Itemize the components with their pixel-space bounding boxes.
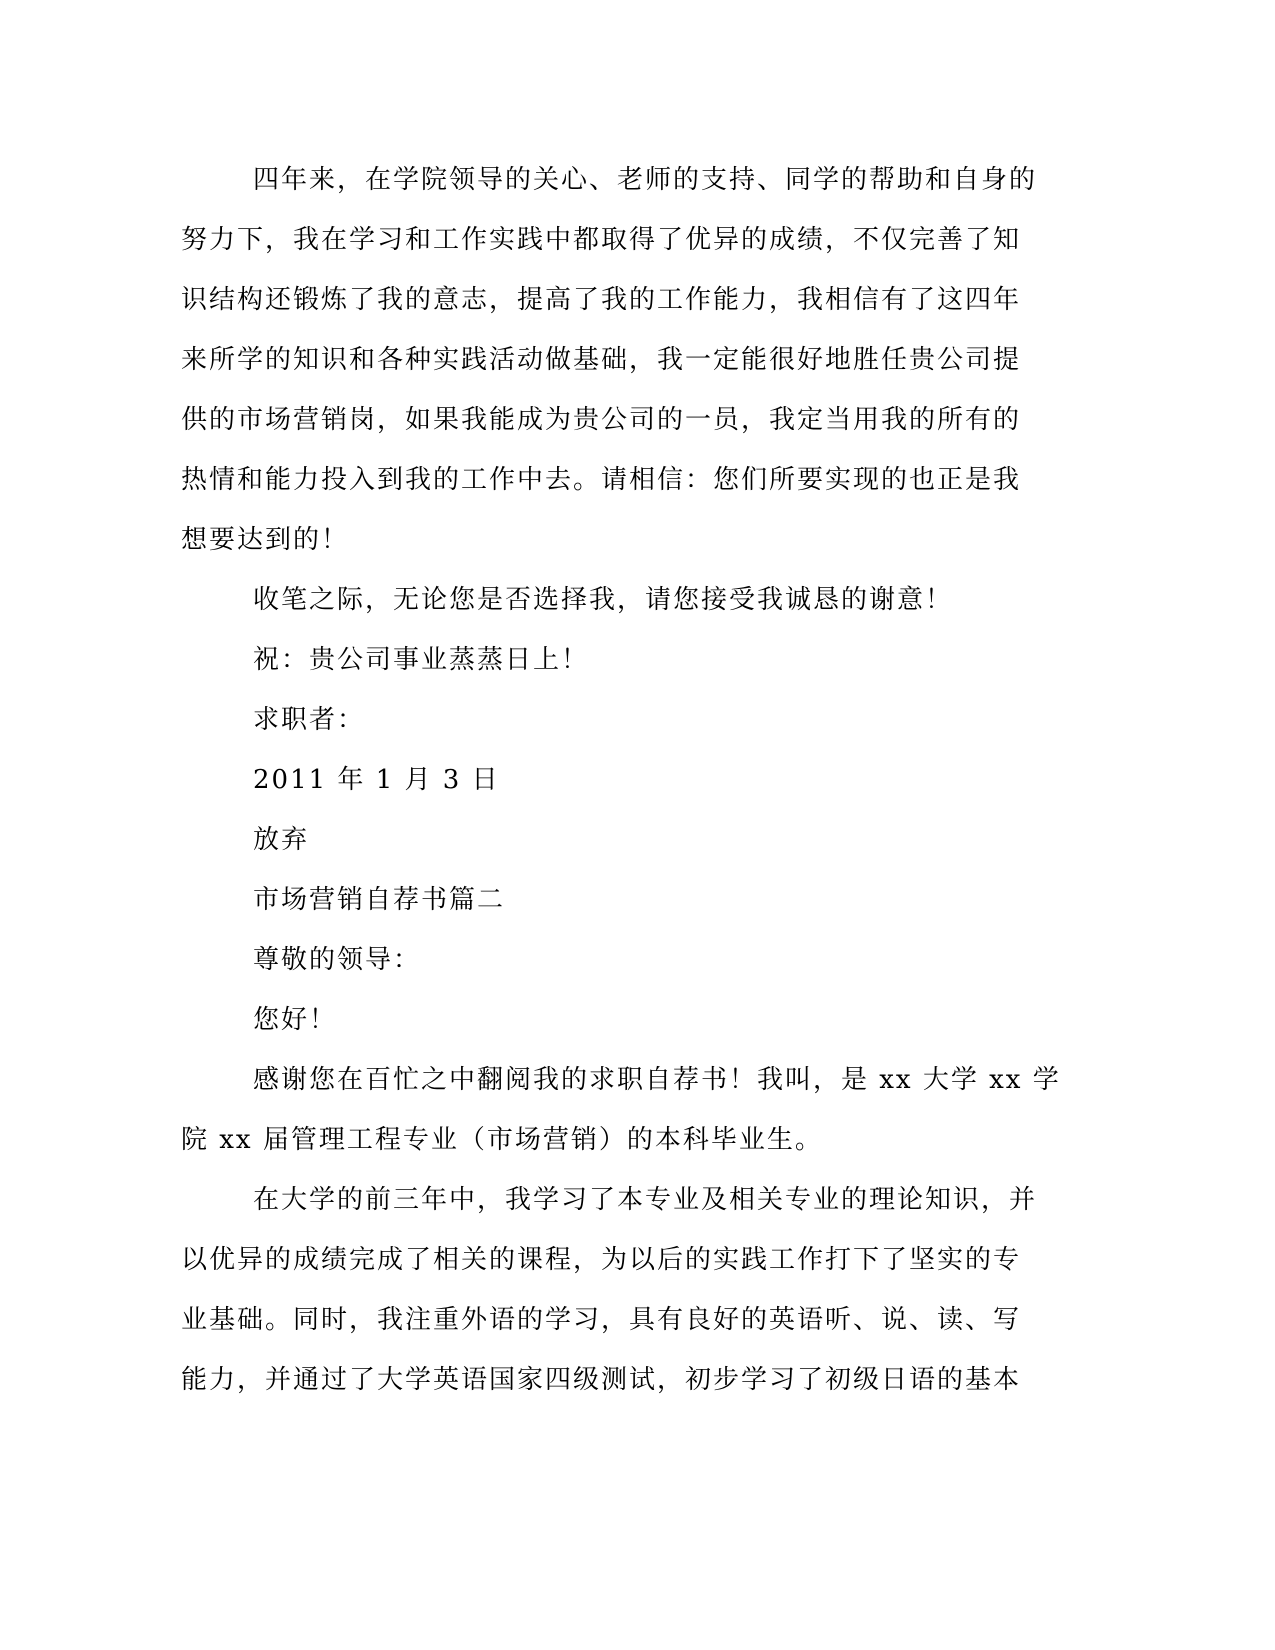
text-line: 能力，并通过了大学英语国家四级测试，初步学习了初级日语的基本: [181, 1365, 1022, 1395]
applicant-signature: 求职者：: [253, 705, 366, 735]
closing-remark: 收笔之际，无论您是否选择我，请您接受我诚恳的谢意！: [253, 585, 954, 615]
greeting-wish: 祝：贵公司事业蒸蒸日上！: [253, 645, 590, 675]
salutation: 尊敬的领导：: [253, 945, 422, 975]
text-line: 业基础。同时，我注重外语的学习，具有良好的英语听、说、读、写: [181, 1305, 1022, 1335]
text-line: 放弃: [253, 825, 310, 855]
text-line: 感谢您在百忙之中翻阅我的求职自荐书！我叫，是 xx 大学 xx 学: [253, 1065, 1061, 1095]
text-line: 院 xx 届管理工程专业（市场营销）的本科毕业生。: [181, 1125, 823, 1155]
text-line: 四年来，在学院领导的关心、老师的支持、同学的帮助和自身的: [253, 165, 1038, 195]
text-line: 想要达到的！: [181, 525, 350, 555]
document-body: [181, 150, 1093, 1410]
text-line: 努力下，我在学习和工作实践中都取得了优异的成绩，不仅完善了知: [181, 225, 1022, 255]
text-line: 供的市场营销岗，如果我能成为贵公司的一员，我定当用我的所有的: [181, 405, 1022, 435]
text-line: 热情和能力投入到我的工作中去。请相信：您们所要实现的也正是我: [181, 465, 1022, 495]
text-line: 在大学的前三年中，我学习了本专业及相关专业的理论知识，并: [253, 1185, 1038, 1215]
section-heading: 市场营销自荐书篇二: [253, 885, 506, 915]
letter-date: 2011 年 1 月 3 日: [253, 765, 500, 795]
greeting: 您好！: [253, 1005, 338, 1035]
text-line: 识结构还锻炼了我的意志，提高了我的工作能力，我相信有了这四年: [181, 285, 1022, 315]
text-line: 以优异的成绩完成了相关的课程，为以后的实践工作打下了坚实的专: [181, 1245, 1022, 1275]
text-line: 来所学的知识和各种实践活动做基础，我一定能很好地胜任贵公司提: [181, 345, 1022, 375]
